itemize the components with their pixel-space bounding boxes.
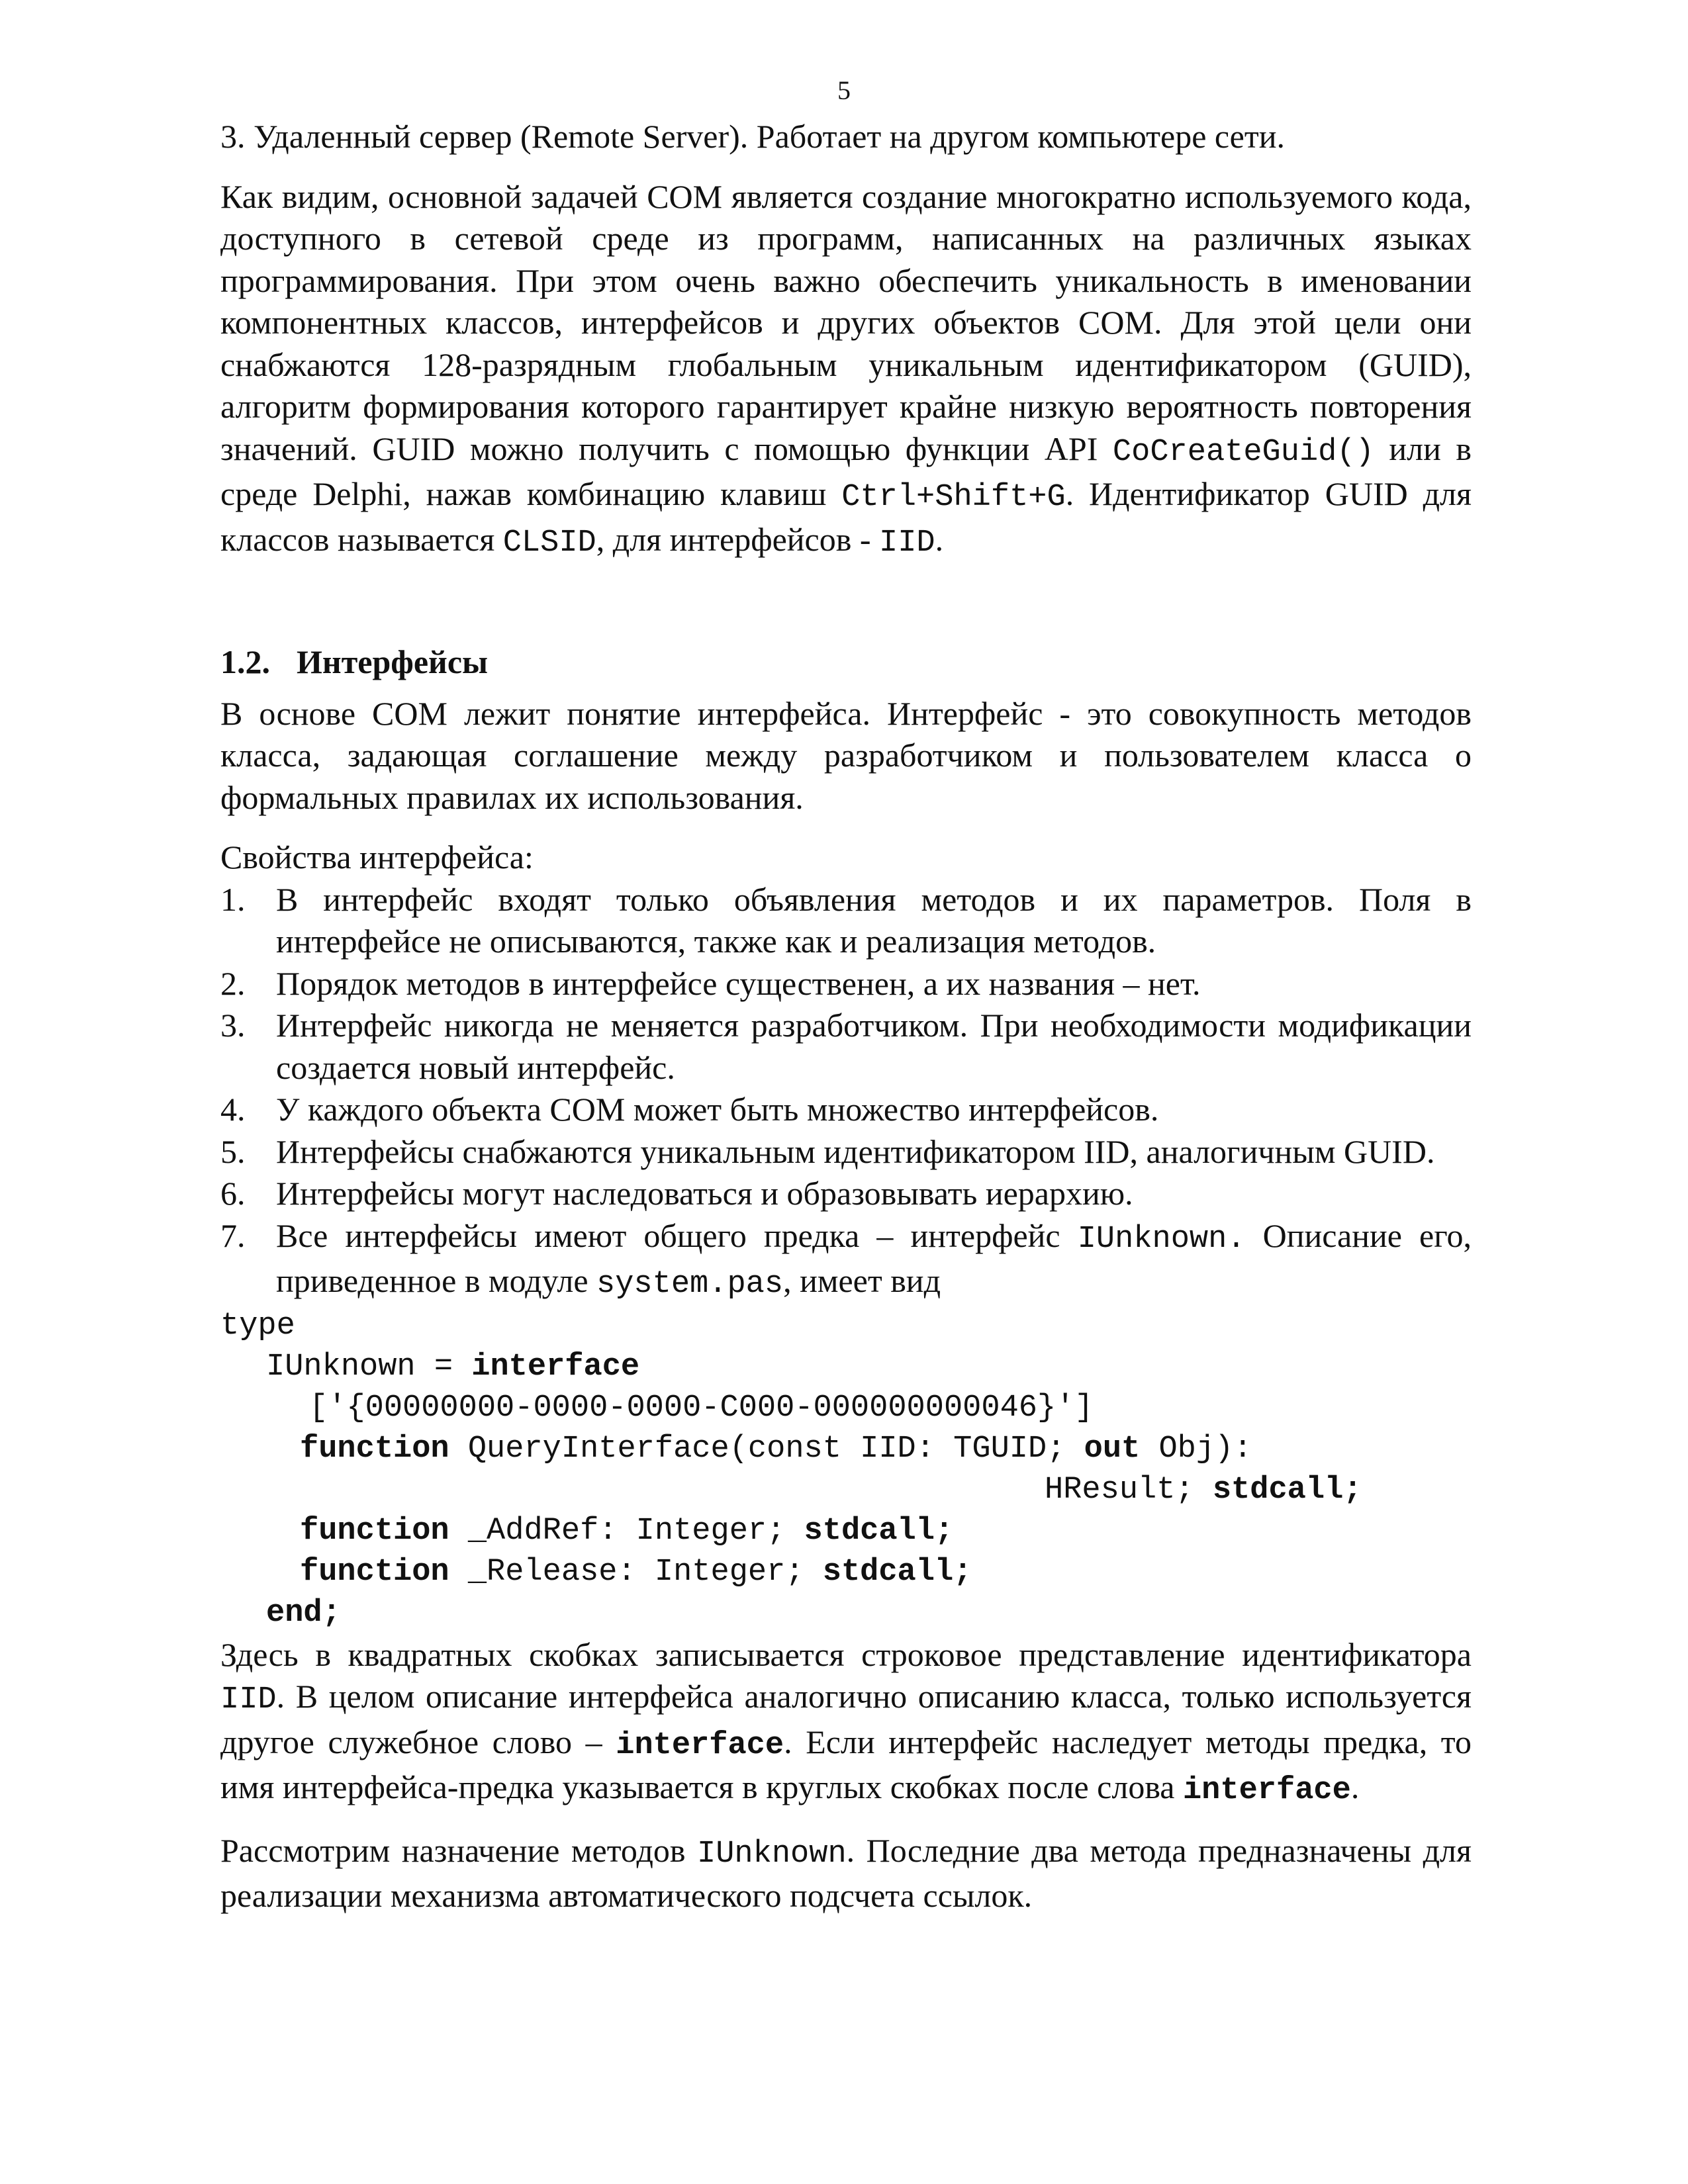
code-line-queryinterface (220, 1429, 1472, 1470)
list-item-text: У каждого объекта COM может быть множество интерфейсов. (276, 1091, 1159, 1128)
code-block (220, 1306, 1472, 1634)
code-keyword-stdcall: stdcall; (822, 1554, 972, 1590)
code-keyword-interface: interface (471, 1349, 640, 1385)
section-number: 1.2. (220, 643, 270, 680)
prop7-text-a: Все интерфейсы имеют общего предка – интерфейс (276, 1216, 1078, 1254)
code-iid-inline: IID (220, 1682, 277, 1717)
para1-text-c: . Идентификатор GUID для классов называется (220, 475, 1472, 558)
code-hresult: HResult; (1045, 1472, 1213, 1508)
code-system-pas: system.pas (596, 1267, 784, 1302)
code-shortcut: Ctrl+Shift+G (841, 480, 1066, 515)
list-item-number: 5. (220, 1132, 246, 1170)
code-queryinterface-obj: Obj): (1140, 1431, 1252, 1467)
list-item-number: 1. (220, 880, 246, 918)
code-type-name: IUnknown = (266, 1349, 472, 1385)
para3-text-b: . В целом описание интерфейса аналогично описанию класса, только используется другое служебное слово – (220, 1678, 1472, 1760)
paragraph-guid (220, 176, 1472, 565)
prop7-text-b: Описание его, приведенное в модуле (276, 1216, 1472, 1299)
properties-heading: Свойства интерфейса: (220, 839, 534, 876)
list-item (220, 879, 1472, 963)
code-line-hresult (220, 1470, 1472, 1511)
para1-text-d: , для интерфейсов - (596, 520, 879, 558)
list-item (220, 1131, 1472, 1173)
code-release-signature: _Release: Integer; (449, 1554, 823, 1590)
section-title: Интерфейсы (297, 643, 489, 680)
code-line-addref (220, 1511, 1472, 1552)
paragraph-interface-definition: В основе COM лежит понятие интерфейса. Интерфейс - это совокупность методов класса, задающая соглашение между разработчиком и пользователем класса о формальных правилах их использования. (220, 694, 1472, 816)
code-line-guid: ['{00000000-0000-0000-C000-000000000046}'] (309, 1390, 1094, 1426)
code-interface-keyword: interface (616, 1727, 784, 1763)
para4-text-a: Рассмотрим назначение методов (220, 1831, 698, 1869)
code-keyword-function: function (300, 1513, 449, 1549)
list-item-number: 7. (220, 1216, 246, 1254)
list-item (220, 1215, 1472, 1306)
list-item (220, 963, 1472, 1005)
list-item-text: Интерфейсы снабжаются уникальным идентификатором IID, аналогичным GUID. (276, 1132, 1435, 1170)
code-keyword-end: end; (266, 1595, 341, 1631)
code-line-release (220, 1552, 1472, 1593)
code-interface-keyword: interface (1182, 1773, 1351, 1808)
list-item (220, 1173, 1472, 1215)
code-line-end (220, 1593, 1472, 1634)
para4-text-b: . Последние два метода предназначены для реализации механизма автоматического подсчета ссылок. (220, 1831, 1472, 1914)
list-item-number: 6. (220, 1175, 246, 1212)
paragraph-brackets (220, 1634, 1472, 1812)
code-line-type: type (220, 1308, 295, 1343)
page-body (220, 116, 1472, 1917)
code-keyword-function: function (300, 1554, 449, 1590)
section-heading (220, 641, 1472, 684)
list-item (220, 1089, 1472, 1131)
code-iunknown-inline: IUnknown (697, 1836, 847, 1872)
para1-text-e: . (935, 520, 944, 558)
code-cocreateguid: CoCreateGuid() (1112, 434, 1374, 470)
list-item-text: В интерфейс входят только объявления методов и их параметров. Поля в интерфейсе не описываются, также как и реализация методов. (276, 880, 1472, 960)
code-queryinterface-signature: QueryInterface(const IID: TGUID; (449, 1431, 1084, 1467)
page-number: 5 (837, 75, 851, 105)
code-keyword-function: function (300, 1431, 449, 1467)
code-iunknown: IUnknown. (1077, 1221, 1246, 1257)
code-clsid: CLSID (502, 525, 596, 561)
para3-text-a: Здесь в квадратных скобках записывается строковое представление идентификатора (220, 1635, 1472, 1673)
list-item-text: Порядок методов в интерфейсе существенен, а их названия – нет. (276, 964, 1201, 1002)
para1-text-b: или в среде Delphi, нажав комбинацию клавиш (220, 430, 1472, 512)
list-item-text: Интерфейсы могут наследоваться и образовывать иерархию. (276, 1175, 1133, 1212)
code-line-declaration (220, 1347, 1472, 1388)
code-iid: IID (879, 525, 935, 561)
list-item-number: 3. (220, 1007, 246, 1044)
code-keyword-stdcall: stdcall; (804, 1513, 954, 1549)
para3-text-d: . (1350, 1768, 1360, 1805)
code-keyword-stdcall: stdcall; (1212, 1472, 1362, 1508)
prop7-text-c: , имеет вид (783, 1262, 941, 1299)
list-item-number: 4. (220, 1091, 246, 1128)
para1-text-a: Как видим, основной задачей COM является создание многократно используемого кода, доступного в сетевой среде из программ, написанных на различных языках программирования. При этом очень важно обеспечить уникальность в именовании компонентных классов, интерфейсов и других объектов COM. Для этой цели они снабжаются 128-разрядным глобальным уникальным идентификатором (GUID), алгоритм формирования которого гарантирует крайне низкую вероятность повторения значений. GUID можно получить с помощью функции API (220, 177, 1472, 467)
code-keyword-out: out (1084, 1431, 1141, 1467)
list-item (220, 1005, 1472, 1089)
intro-line: 3. Удаленный сервер (Remote Server). Работает на другом компьютере сети. (220, 118, 1285, 155)
properties-list (220, 879, 1472, 1306)
code-addref-signature: _AddRef: Integer; (449, 1513, 804, 1549)
para3-text-c: . Если интерфейс наследует методы предка, то имя интерфейса-предка указывается в круглых скобках после слова (220, 1723, 1472, 1805)
list-item-text: Интерфейс никогда не меняется разработчиком. При необходимости модификации создается новый интерфейс. (276, 1007, 1472, 1086)
list-item-number: 2. (220, 964, 246, 1002)
paragraph-iunknown-methods (220, 1830, 1472, 1917)
